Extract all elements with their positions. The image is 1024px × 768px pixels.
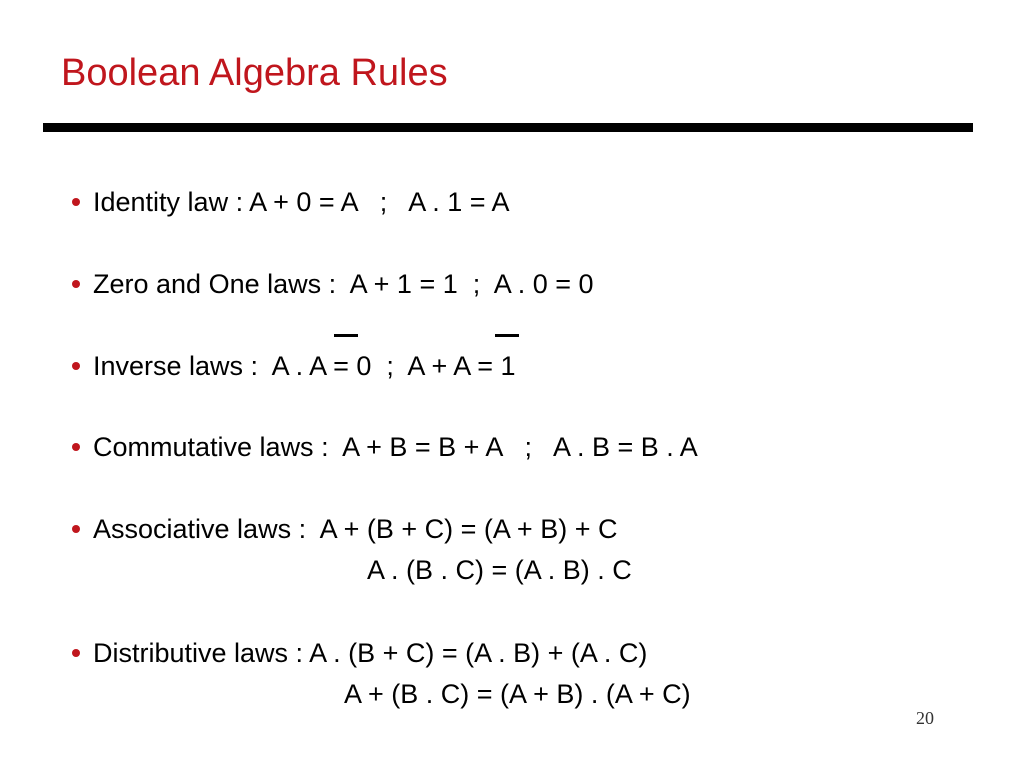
bullet-dot [72, 198, 80, 206]
associative-laws: Associative laws : A + (B + C) = (A + B) + C [93, 514, 618, 544]
associative-laws-continuation: A . (B . C) = (A . B) . C [367, 555, 632, 585]
zero-one-laws: Zero and One laws : A + 1 = 1 ; A . 0 = 0 [93, 269, 594, 299]
title-underline [43, 123, 973, 132]
bullet-dot [72, 443, 80, 451]
inverse-overbar [495, 334, 519, 337]
slide-title: Boolean Algebra Rules [61, 52, 448, 94]
distributive-laws: Distributive laws : A . (B + C) = (A . B) + (A . C) [93, 638, 648, 668]
page-number: 20 [916, 708, 934, 728]
distributive-laws-continuation: A + (B . C) = (A + B) . (A + C) [344, 679, 691, 709]
inverse-overbar [334, 334, 358, 337]
commutative-laws: Commutative laws : A + B = B + A ; A . B = B . A [93, 432, 698, 462]
identity-law: Identity law : A + 0 = A ; A . 1 = A [93, 187, 510, 217]
inverse-laws: Inverse laws : A . A = 0 ; A + A = 1 [93, 351, 516, 381]
bullet-dot [72, 649, 80, 657]
bullet-dot [72, 525, 80, 533]
bullet-dot [72, 280, 80, 288]
bullet-dot [72, 362, 80, 370]
